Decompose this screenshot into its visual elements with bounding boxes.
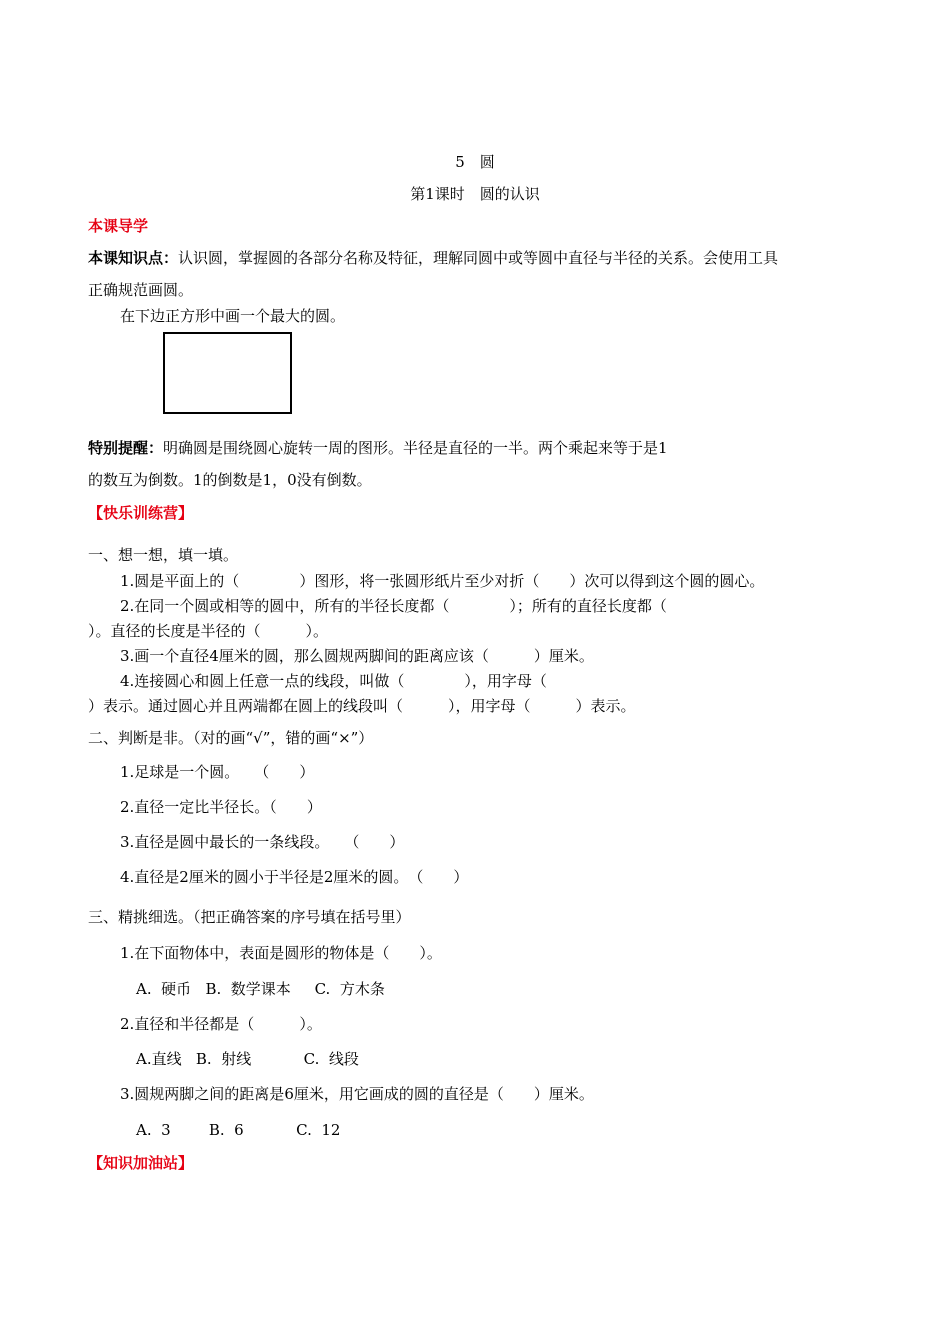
section3-q2: 2.直径和半径都是（ ）。	[120, 1015, 322, 1033]
knowledge-text: 认识圆，掌握圆的各部分名称及特征，理解同圆中或等圆中直径与半径的关系。会使用工具	[178, 249, 779, 267]
square-drawing-box	[163, 332, 292, 414]
section2-heading: 二、判断是非。（对的画“√”，错的画“×”）	[88, 729, 374, 747]
knowledge-line2: 正确规范画圆。	[88, 281, 194, 299]
section3-q1: 1.在下面物体中，表面是圆形的物体是（ ）。	[120, 944, 442, 962]
chapter-title: 5 圆	[455, 153, 495, 171]
section1-q2-line1: 2.在同一个圆或相等的圆中，所有的半径长度都（ ）；所有的直径长度都（	[120, 597, 667, 615]
section3-q2-options: A.直线 B. 射线 C. 线段	[136, 1050, 359, 1068]
section1-q4-line2: ）表示。通过圆心并且两端都在圆上的线段叫（ ），用字母（ ）表示。	[88, 697, 636, 715]
section1-heading: 一、想一想，填一填。	[88, 546, 239, 564]
section1-q4-line1: 4.连接圆心和圆上任意一点的线段，叫做（ ），用字母（	[120, 672, 547, 690]
section1-q2-line2: ）。直径的长度是半径的（ ）。	[88, 622, 329, 640]
section2-item: 3.直径是圆中最长的一条线段。 （ ）	[120, 833, 405, 851]
reminder-label: 特别提醒：	[88, 439, 164, 457]
reminder-line1	[88, 438, 668, 458]
section2-item: 1.足球是一个圆。 （ ）	[120, 763, 315, 781]
knowledge-line1	[88, 248, 778, 268]
knowledge-label: 本课知识点：	[88, 249, 179, 267]
fuel-heading: 【知识加油站】	[88, 1154, 194, 1172]
draw-task: 在下边正方形中画一个最大的圆。	[120, 307, 346, 325]
training-heading: 【快乐训练营】	[88, 504, 194, 522]
guide-heading: 本课导学	[88, 217, 149, 235]
section1-q1: 1.圆是平面上的（ ）图形，将一张圆形纸片至少对折（ ）次可以得到这个圆的圆心。	[120, 572, 765, 590]
section3-q3: 3.圆规两脚之间的距离是6厘米，用它画成的圆的直径是（ ）厘米。	[120, 1085, 594, 1103]
section2-item: 4.直径是2厘米的圆小于半径是2厘米的圆。 （ ）	[120, 868, 469, 886]
section3-q1-options: A. 硬币 B. 数学课本 C. 方木条	[136, 980, 385, 998]
section3-q3-options: A. 3 B. 6 C. 12	[136, 1121, 341, 1139]
lesson-subtitle: 第1课时 圆的认识	[410, 185, 540, 203]
section3-heading: 三、精挑细选。（把正确答案的序号填在括号里）	[88, 908, 411, 926]
section1-q3: 3.画一个直径4厘米的圆，那么圆规两脚间的距离应该（ ）厘米。	[120, 647, 594, 665]
section2-item: 2.直径一定比半径长。（ ）	[120, 798, 322, 816]
reminder-line2: 的数互为倒数。1的倒数是1，0没有倒数。	[88, 471, 372, 489]
reminder-text: 明确圆是围绕圆心旋转一周的图形。半径是直径的一半。两个乘起来等于是1	[163, 439, 668, 457]
